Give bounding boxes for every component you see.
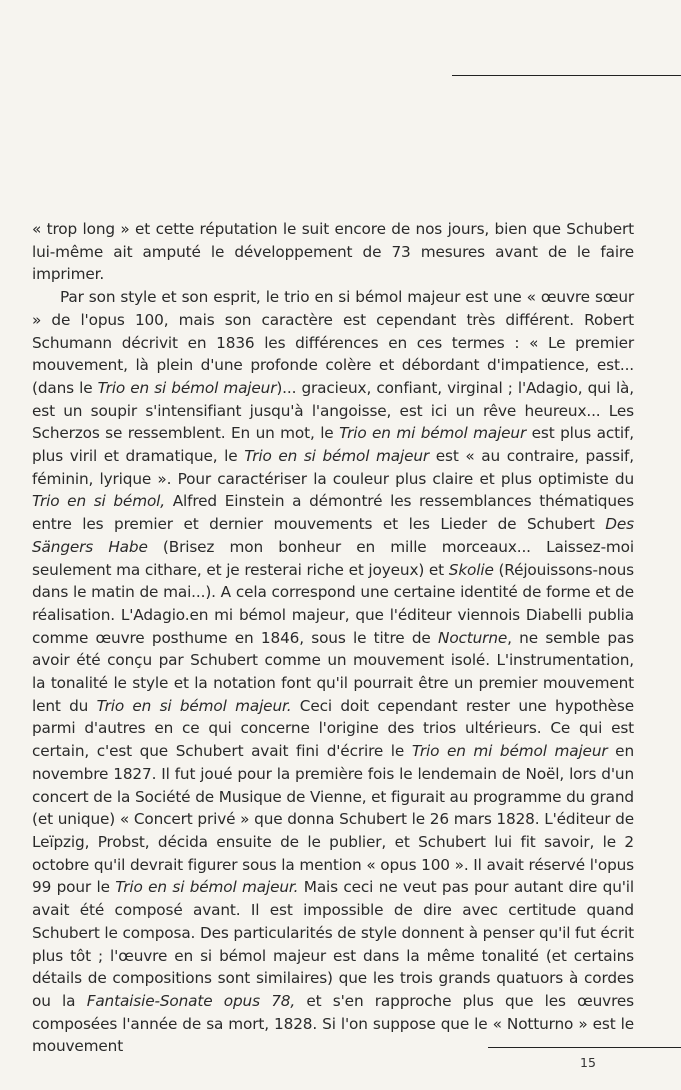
italic-title-run: Trio en si bémol majeur. [96,696,292,715]
text-run: (Brisez mon bonheur en mille morceaux... Laissez-moi seulement ma cithare, et je resterai riche et joyeux) et [32,537,634,579]
text-run: (Réjouissons-nous dans le matin de mai...). A cela correspond une certaine identité de forme et de réalisation. L'Adagio.en mi bémol majeur, que l'éditeur viennois Diabelli publia comme œuvre posthume en 1846, sous le titre de [32,560,634,647]
text-run: Par son style et son esprit, le trio en si bémol majeur est une « œuvre sœur » de l'opus 100, mais son caractère est cependant très différent. Robert Schumann décrivit en 1836 les différences en ces termes : « Le premier mouvement, là plein d'une profonde colère et débordant d'impatience, est... (dans le [32,288,634,397]
text-run: en novembre 1827. Il fut joué pour la première fois le lendemain de Noël, lors d'un concert de la Société de Musique de Vienne, et figurait au programme du grand (et unique) « Concert privé » que donna Schubert le 26 mars 1828. L'éditeur de Leïpzig, Probst, décida ensuite de le publier, et Schubert lui fit savoir, le 2 octobre qu'il devrait figurer sous la mention « opus 100 ». Il avait réservé l'opus 99 pour le [32,742,634,897]
text-run: est « au contraire, passif, féminin, lyrique ». Pour caractériser la couleur plus claire et plus optimiste du [32,447,634,488]
italic-title-run: Fantaisie-Sonate opus 78, [86,991,296,1010]
paragraph-2 [32,286,634,1058]
text-run: Ceci doit cependant rester une hypothèse parmi d'autres en ce qui concerne l'origine des trios ultérieurs. Ce qui est certain, c'est que Schubert avait fini d'écrire le [32,696,634,761]
italic-title-run: Nocturne [438,628,508,647]
paragraph-1: « trop long » et cette réputation le suit encore de nos jours, bien que Schubert lui-même ait amputé le développement de 73 mesures avant de le faire imprimer. [32,220,634,284]
italic-title-run: Trio en mi bémol majeur [411,742,608,761]
italic-title-run: Trio en si bémol, [32,492,165,511]
italic-title-run: Des Sängers Habe [32,515,634,556]
italic-title-run: Trio en si bémol majeur. [115,878,299,897]
italic-title-run: Trio en si bémol majeur [244,447,430,466]
italic-title-run: Skolie [448,560,494,579]
text-run: )... gracieux, confiant, virginal ; l'Adagio, qui là, est un soupir s'intensifiant jusqu'à l'angoisse, est ici un rêve heureux... Les Scherzos se ressemblent. En un mot, le [32,378,634,443]
text-run: et s'en rapproche plus que les œuvres composées l'année de sa mort, 1828. Si l'on suppose que le « Notturno » est le mouvement [32,991,634,1056]
text-run: est plus actif, plus viril et dramatique, le [32,424,634,466]
italic-title-run: Trio en mi bémol majeur [339,424,527,443]
text-run: Mais ceci ne veut pas pour autant dire qu'il avait été composé avant. Il est impossible de dire avec certitude quand Schubert le composa. Des particularités de style donnent à penser qu'il fut écrit plus tôt ; l'œuvre en si bémol majeur est dans la même tonalité (et certains détails de compositions sont similaires) que les trois grands quatuors à cordes ou la [32,878,634,1010]
text-run: Alfred Einstein a démontré les ressemblances thématiques entre les premier et dernier mouvements et les Lieder de Schubert [32,492,634,534]
text-run: , ne semble pas avoir été conçu par Schubert comme un mouvement isolé. L'instrumentation, la tonalité le style et la notation font qu'il pourrait être un premier mouvement lent du [32,628,635,715]
italic-title-run: Trio en si bémol majeur [97,378,277,397]
header-rule [452,75,681,76]
footer-rule [488,1047,681,1048]
page-number: 15 [580,1055,596,1070]
body-text [32,218,634,1058]
